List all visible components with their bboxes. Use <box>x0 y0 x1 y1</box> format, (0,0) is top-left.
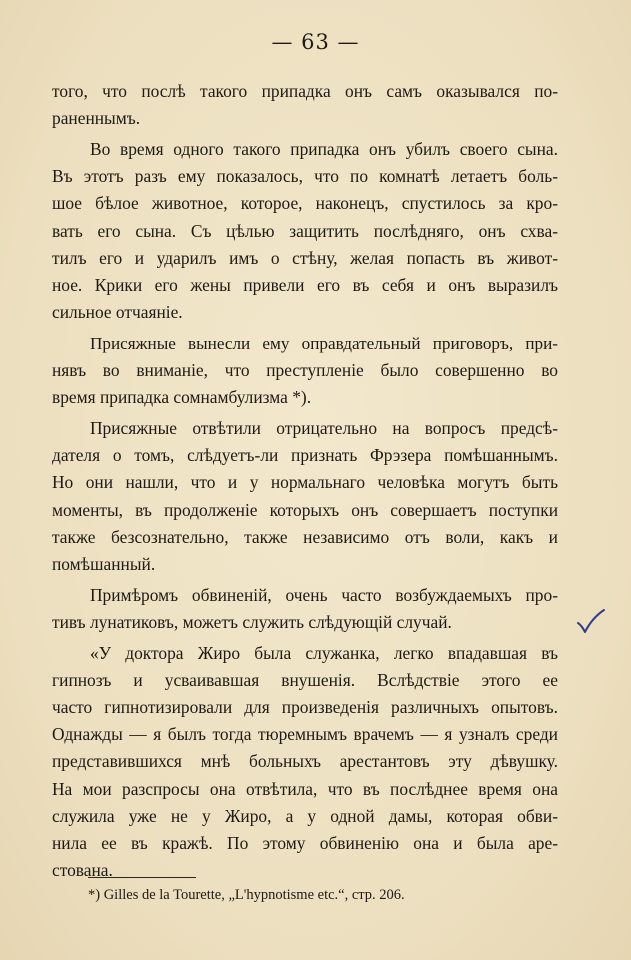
checkmark-icon <box>576 608 606 634</box>
paragraph <box>52 640 558 885</box>
text-line: стована. <box>52 860 113 881</box>
text-line: вать его сына. Съ цѣлью защитить послѣдняго, онъ схва- <box>52 220 558 241</box>
text-line: тивъ лунатиковъ, можетъ служить слѣдующій случай. <box>52 611 452 632</box>
text-line: ное. Крики его жены привели его въ себя и онъ выразилъ <box>52 274 558 295</box>
paragraph <box>52 78 558 132</box>
text-line: Во время одного такого припадка онъ убилъ своего сына. <box>90 138 558 159</box>
text-line: часто гипнотизировали для произведенія различныхъ опытовъ. <box>52 696 558 717</box>
page-number: — 63 — <box>271 30 360 54</box>
paragraph <box>52 415 558 578</box>
text-line: «У доктора Жиро была служанка, легко впадавшая въ <box>90 642 558 663</box>
text-line: шое бѣлое животное, которое, наконецъ, спустилось за кро- <box>52 193 558 214</box>
text-line: Но они нашли, что и у нормальнаго человѣка могутъ быть <box>52 472 558 493</box>
text-line: служила уже не у Жиро, а у одной дамы, которая обви- <box>52 805 558 826</box>
text-line: представившихся мнѣ больныхъ арестантовъ эту дѣвушку. <box>52 751 558 772</box>
text-line: гипнозъ и усваивавшая внушенія. Вслѣдствіе этого ее <box>52 669 558 690</box>
footnote-divider <box>88 877 196 878</box>
text-line: время припадка сомнамбулизма *). <box>52 387 312 408</box>
text-line: нила ее въ кражѣ. По этому обвиненію она и была аре- <box>52 832 558 853</box>
footnote: *) Gilles de la Tourette, „L'hypnotisme etc.“, стр. 206. <box>88 887 405 903</box>
text-line: того, что послѣ такого припадка онъ самъ оказывался по- <box>52 81 558 101</box>
paragraph <box>52 136 558 326</box>
text-line: нявъ во вниманіе, что преступленіе было совершенно во <box>52 360 558 381</box>
body-text <box>52 78 558 884</box>
text-line: Присяжные отвѣтили отрицательно на вопросъ предсѣ- <box>90 417 558 438</box>
text-line: Присяжные вынесли ему оправдательный приговоръ, при- <box>90 333 558 353</box>
text-line: раненнымъ. <box>52 108 141 129</box>
text-line: помѣшанный. <box>52 553 156 574</box>
text-line: Въ этотъ разъ ему показалось, что по комнатѣ летаетъ боль- <box>52 166 558 187</box>
text-line: тилъ его и ударилъ имъ о стѣну, желая попасть въ живот- <box>52 247 558 268</box>
text-line: моменты, въ продолженіе которыхъ онъ совершаетъ поступки <box>52 499 558 520</box>
text-line: На мои разспросы она отвѣтила, что въ послѣднее время она <box>52 778 558 799</box>
text-line: Примѣромъ обвиненій, очень часто возбуждаемыхъ про- <box>90 584 558 605</box>
paragraph <box>52 330 558 412</box>
text-line: также безсознательно, также независимо отъ воли, какъ и <box>52 526 558 547</box>
paragraph <box>52 582 558 636</box>
text-line: сильное отчаяніе. <box>52 302 183 323</box>
text-line: Однажды — я былъ тогда тюремнымъ врачемъ — я узналъ среди <box>52 724 558 745</box>
text-line: дателя о томъ, слѣдуетъ-ли признать Фрэзера помѣшаннымъ. <box>52 445 558 466</box>
